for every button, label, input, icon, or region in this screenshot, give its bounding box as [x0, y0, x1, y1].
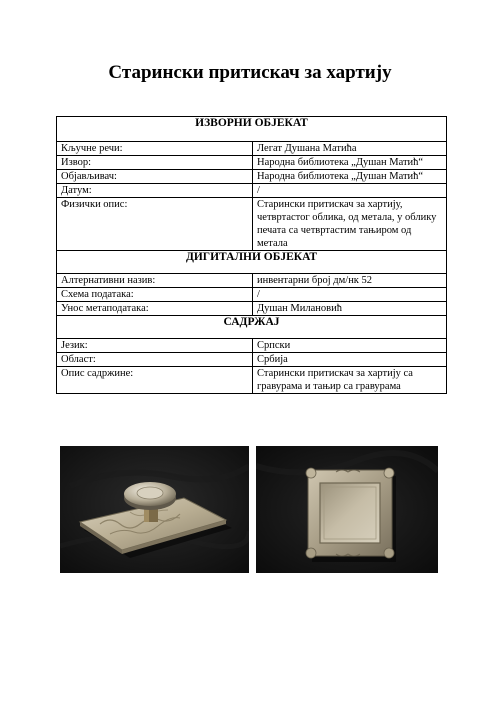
- table-row: [57, 170, 447, 184]
- engraved-tray-image: [256, 446, 438, 573]
- row-label: Објављивач:: [57, 170, 253, 184]
- table-row: [57, 184, 447, 198]
- row-value: Старински притискач за хартију, четвртастог облика, од метала, у облику печата са четвртастим тањиром од метала: [253, 198, 447, 251]
- row-label: Језик:: [57, 339, 253, 353]
- section-source-header: [57, 117, 447, 142]
- table-row: [57, 198, 447, 251]
- row-value: Србија: [253, 353, 447, 367]
- row-label: Кључне речи:: [57, 142, 253, 156]
- page-title: Старински притискач за хартију: [108, 62, 392, 83]
- paperweight-stamp-photo: [60, 446, 249, 573]
- metadata-table: [56, 116, 447, 394]
- row-value: Легат Душана Матића: [253, 142, 447, 156]
- row-value: инвентарни број дм/нк 52: [253, 274, 447, 288]
- row-value: /: [253, 288, 447, 302]
- table-row: [57, 156, 447, 170]
- table-row: [57, 142, 447, 156]
- row-label: Унос метаподатака:: [57, 302, 253, 316]
- paperweight-stamp-image: [60, 446, 249, 573]
- row-value: Народна библиотека „Душан Матић“: [253, 156, 447, 170]
- row-value: Старински притискач за хартију са гравурама и тањир са гравурама: [253, 367, 447, 394]
- row-value: Народна библиотека „Душан Матић“: [253, 170, 447, 184]
- table-row: [57, 367, 447, 394]
- section-heading: САДРЖАЈ: [57, 316, 447, 339]
- table-row: [57, 288, 447, 302]
- table-row: [57, 353, 447, 367]
- section-digital-header: [57, 251, 447, 274]
- section-heading: ИЗВОРНИ ОБЈЕКАТ: [57, 117, 447, 142]
- engraved-tray-photo: [256, 446, 438, 573]
- row-value: Душан Милановић: [253, 302, 447, 316]
- table-row: [57, 274, 447, 288]
- row-value: /: [253, 184, 447, 198]
- table-row: [57, 339, 447, 353]
- row-label: Физички опис:: [57, 198, 253, 251]
- row-label: Схема података:: [57, 288, 253, 302]
- section-heading: ДИГИТАЛНИ ОБЈЕКАТ: [57, 251, 447, 274]
- table-row: [57, 302, 447, 316]
- row-label: Датум:: [57, 184, 253, 198]
- row-label: Извор:: [57, 156, 253, 170]
- row-value: Српски: [253, 339, 447, 353]
- row-label: Алтернативни назив:: [57, 274, 253, 288]
- row-label: Опис садржине:: [57, 367, 253, 394]
- row-label: Област:: [57, 353, 253, 367]
- section-content-header: [57, 316, 447, 339]
